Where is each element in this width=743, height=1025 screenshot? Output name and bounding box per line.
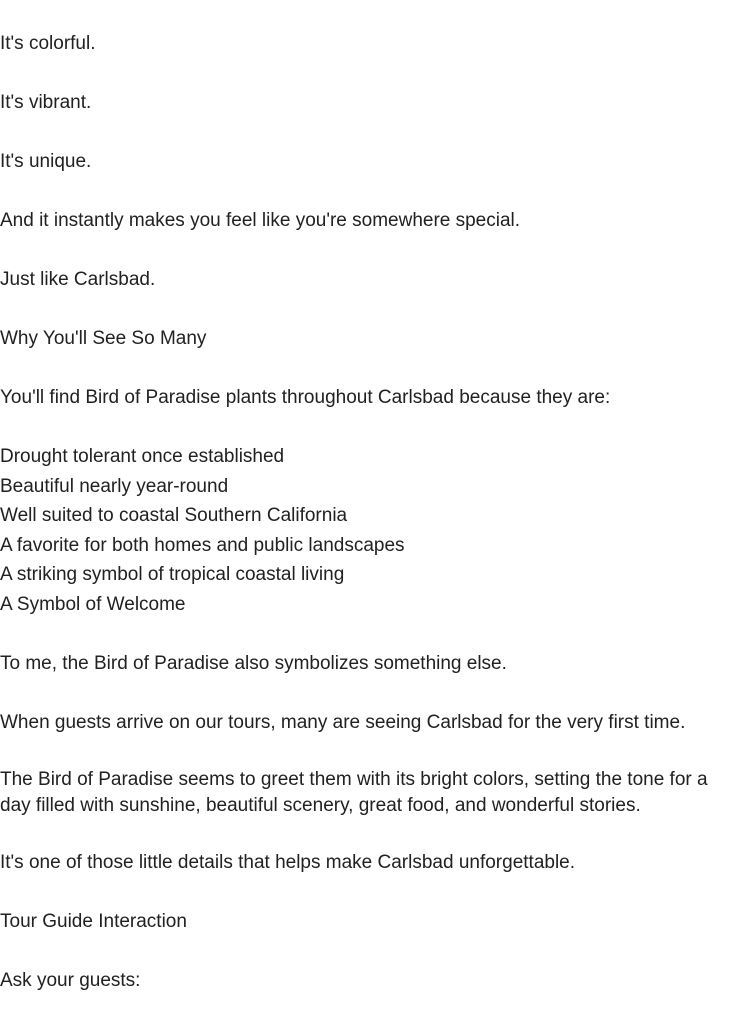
- list-item: A favorite for both homes and public landscapes: [0, 534, 405, 556]
- paragraph-unique: It's unique.: [0, 151, 92, 172]
- document-body: [0, 29, 743, 1025]
- list-item: A Symbol of Welcome: [0, 593, 186, 615]
- list-item: Beautiful nearly year-round: [0, 475, 229, 497]
- paragraph-just-like-carlsbad: Just like Carlsbad.: [0, 269, 156, 290]
- paragraph-somewhere-special: And it instantly makes you feel like you're somewhere special.: [0, 210, 521, 231]
- paragraph-symbolizes: To me, the Bird of Paradise also symbolizes something else.: [0, 652, 507, 674]
- paragraph-vibrant: It's vibrant.: [0, 92, 92, 113]
- list-item: Drought tolerant once established: [0, 446, 285, 467]
- section-heading-why-so-many: Why You'll See So Many: [0, 328, 207, 349]
- paragraph-colorful: It's colorful.: [0, 33, 96, 54]
- paragraph-list-intro: You'll find Bird of Paradise plants throughout Carlsbad because they are:: [0, 387, 611, 408]
- paragraph-unforgettable: It's one of those little details that helps make Carlsbad unforgettable.: [0, 852, 576, 873]
- paragraph-ask-guests: Ask your guests:: [0, 970, 141, 991]
- list-item: A striking symbol of tropical coastal living: [0, 564, 345, 585]
- reasons-list: [0, 442, 743, 619]
- paragraph-guests-arrive: When guests arrive on our tours, many are seeing Carlsbad for the very first time.: [0, 711, 686, 733]
- paragraph-greet-guests: The Bird of Paradise seems to greet them with its bright colors, setting the tone for a day filled with sunshine, beautiful scenery, great food, and wonderful stories.: [0, 768, 708, 816]
- list-item: Well suited to coastal Southern California: [0, 505, 348, 526]
- section-heading-tour-guide: Tour Guide Interaction: [0, 911, 187, 932]
